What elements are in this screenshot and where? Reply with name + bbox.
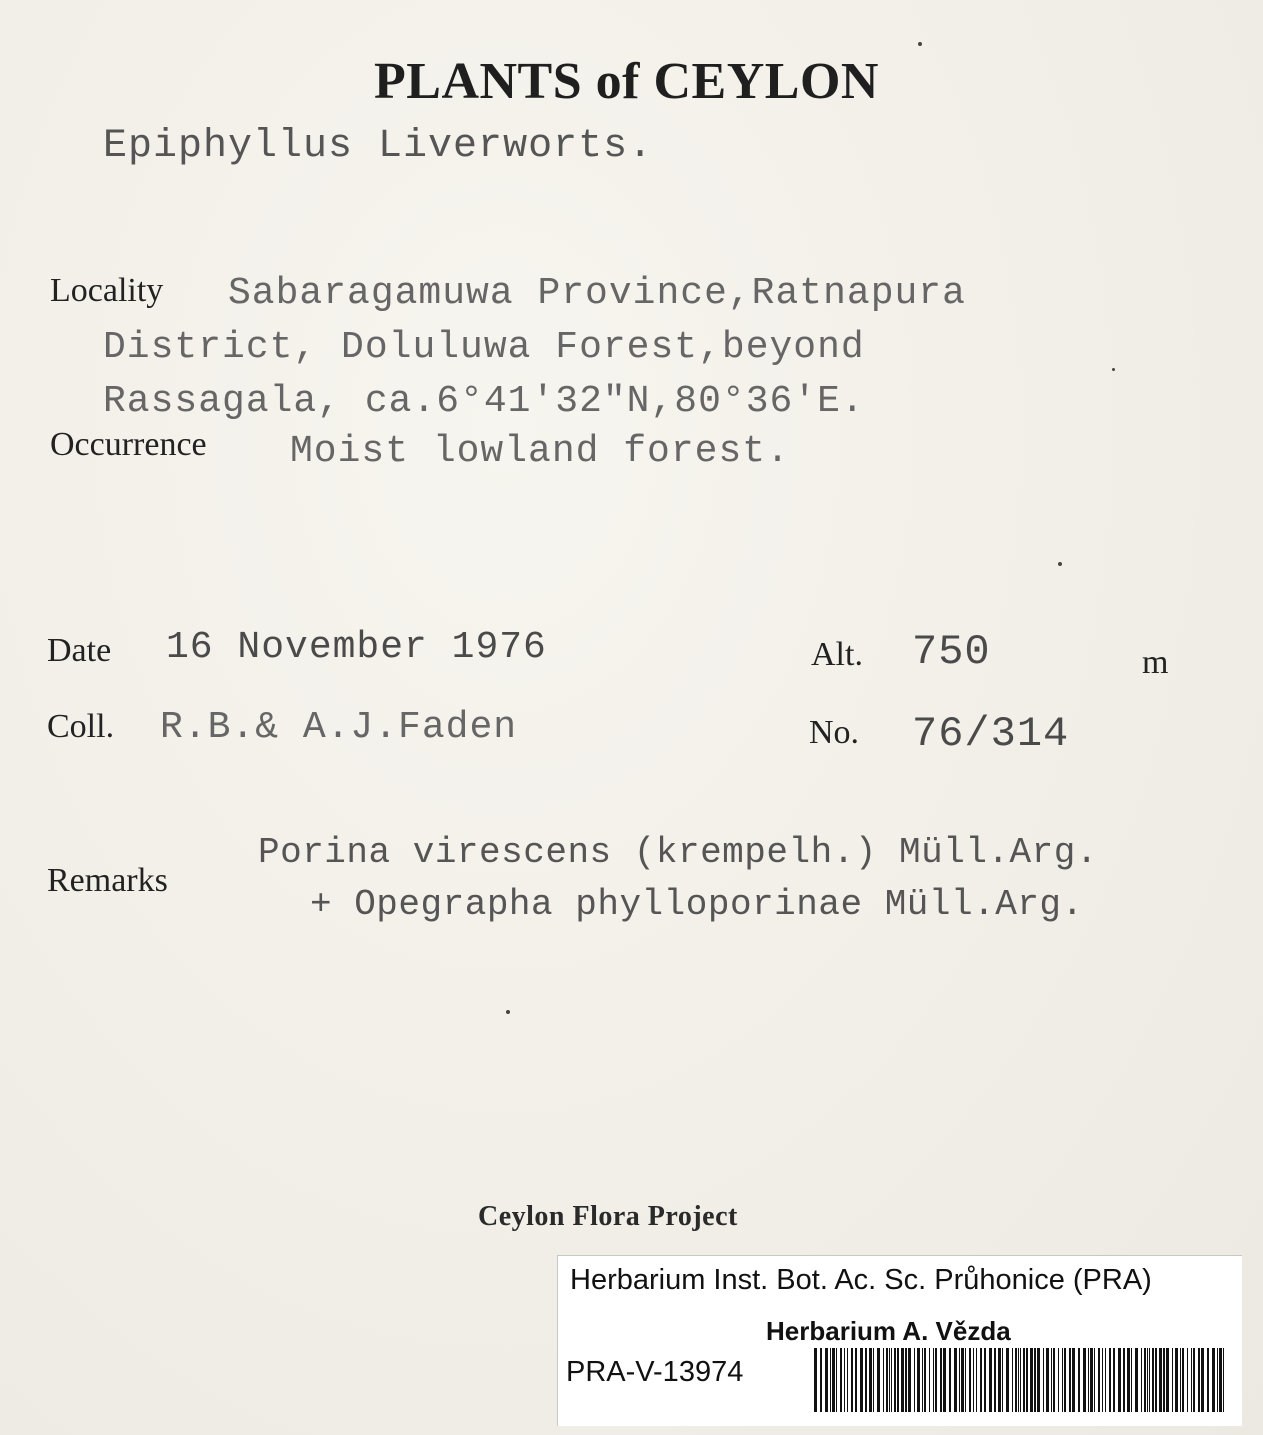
remarks-label: Remarks — [47, 862, 168, 899]
number-label: No. — [809, 714, 860, 751]
occurrence-value: Moist lowland forest. — [290, 430, 790, 473]
altitude-label: Alt. — [811, 636, 863, 673]
paper-speck — [506, 1010, 510, 1014]
locality-label: Locality — [50, 272, 164, 309]
locality-line: Sabaragamuwa Province,Ratnapura — [228, 272, 966, 315]
herbarium-institution: Herbarium Inst. Bot. Ac. Sc. Průhonice (PRA) — [570, 1264, 1152, 1296]
herbarium-collection: Herbarium A. Vězda — [766, 1316, 1011, 1346]
collection-number: 76/314 — [912, 710, 1070, 758]
remarks-line: Porina virescens (krempelh.) Müll.Arg. — [258, 832, 1098, 873]
herbarium-label — [557, 1255, 1242, 1426]
date-label: Date — [47, 632, 112, 669]
locality-line: District, Doluluwa Forest,beyond — [103, 326, 865, 369]
paper-speck — [1112, 368, 1115, 371]
page-title: PLANTS of CEYLON — [374, 53, 879, 110]
specimen-id: PRA-V-13974 — [566, 1356, 744, 1388]
collector-value: R.B.& A.J.Faden — [160, 706, 518, 749]
altitude-value: 750 — [912, 628, 991, 676]
altitude-unit: m — [1142, 644, 1169, 681]
barcode-icon — [814, 1348, 1226, 1412]
project-name: Ceylon Flora Project — [478, 1201, 738, 1232]
collector-label: Coll. — [47, 708, 115, 745]
paper-speck — [918, 42, 922, 46]
locality-line: Rassagala, ca.6°41'32"N,80°36'E. — [103, 380, 865, 423]
occurrence-label: Occurrence — [50, 426, 207, 463]
paper-speck — [1058, 562, 1062, 566]
taxon-group: Epiphyllus Liverworts. — [103, 124, 654, 169]
date-value: 16 November 1976 — [166, 626, 547, 669]
remarks-line: + Opegrapha phylloporinae Müll.Arg. — [310, 884, 1084, 925]
